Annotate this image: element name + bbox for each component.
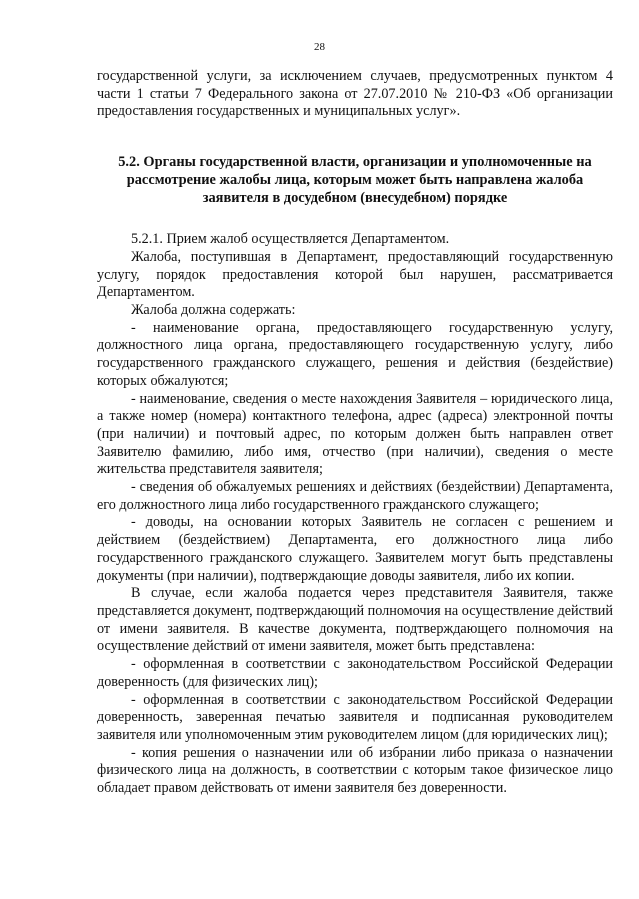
list-item-power-of-attorney-individual: - оформленная в соответствии с законодательством Российской Федерации доверенность (для физических лиц);	[97, 656, 613, 690]
list-item-applicant-info: - наименование, сведения о месте нахождения Заявителя – юридического лица, а также номер (номера) контактного телефона, адрес (адреса) электронной почты (при наличии) и почтовый адрес, по которым должен быть направлен ответ Заявителю фамилию, либо имя, отчество (при наличии), сведения о месте жительства представителя заявителя;	[97, 390, 613, 478]
paragraph-representative: В случае, если жалоба подается через представителя Заявителя, также представляется документ, подтверждающий полномочия на осуществление действий от имени заявителя. В качестве документа, подтверждающего полномочия на осуществление действий от имени заявителя, может быть представлена:	[97, 585, 613, 655]
section-heading	[97, 154, 613, 207]
paragraph-complaint-received: Жалоба, поступившая в Департамент, предоставляющий государственную услугу, порядок предоставления которой был нарушен, рассматривается Департаментом.	[97, 248, 613, 301]
paragraph-5-2-1: 5.2.1. Прием жалоб осуществляется Департаментом.	[131, 231, 450, 248]
list-item-authority-name: - наименование органа, предоставляющего государственную услугу, должностного лица органа, предоставляющего государственную услугу, либо государственного гражданского служащего, решения и действия (бездействие) которых обжалуются;	[97, 319, 613, 389]
section-heading-line-2: рассмотрение жалобы лица, которым может быть направлена жалоба	[126, 171, 584, 188]
list-item-power-of-attorney-legal: - оформленная в соответствии с законодательством Российской Федерации доверенность, заверенная печатью заявителя и подписанная руководителем заявителя или уполномоченным этим руководителем лицом (для юридических лиц);	[97, 691, 613, 743]
document-body	[97, 68, 613, 798]
list-item-arguments: - доводы, на основании которых Заявитель не согласен с решением и действием (бездействием) Департамента, его должностного лица либо государственного гражданского служащего. Заявителем могут быть представлены документы (при наличии), подтверждающие доводы заявителя, либо их копии.	[97, 514, 613, 584]
page-number: 28	[314, 41, 325, 53]
list-item-appealed-decisions: - сведения об обжалуемых решениях и действиях (бездействии) Департамента, его должностного лица либо государственного гражданского служащего;	[97, 479, 613, 513]
paragraph-complaint-contents: Жалоба должна содержать:	[131, 302, 296, 319]
list-item-appointment-copy: - копия решения о назначении или об избрании либо приказа о назначении физического лица на должность, в соответствии с которым такое физическое лицо обладает правом действовать от имени заявителя без доверенности.	[97, 744, 613, 797]
section-heading-line-3: заявителя в досудебном (внесудебном) порядке	[202, 189, 508, 206]
section-heading-line-1: 5.2. Органы государственной власти, организации и уполномоченные на	[118, 154, 592, 171]
intro-paragraph: государственной услуги, за исключением случаев, предусмотренных пунктом 4 части 1 статьи 7 Федерального закона от 27.07.2010 № 210-ФЗ «Об организации предоставления государственных и муниципальных услуг».	[97, 68, 613, 120]
